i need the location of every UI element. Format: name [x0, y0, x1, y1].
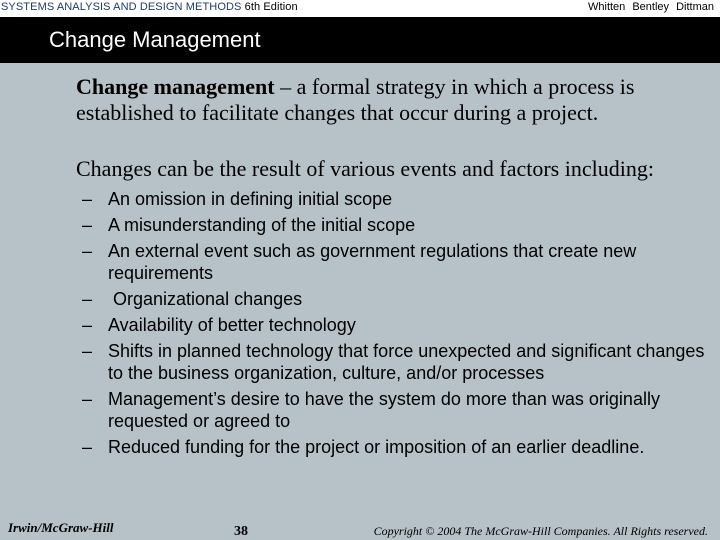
list-item: [76, 340, 706, 384]
list-item-text: A misunderstanding of the initial scope: [108, 215, 416, 235]
dash-marker: –: [82, 289, 93, 309]
edition-label: 6th Edition: [244, 1, 298, 13]
dash-marker: –: [82, 215, 93, 235]
list-item: [76, 188, 706, 210]
list-item-text: Reduced funding for the project or imposition of an earlier deadline.: [108, 437, 645, 457]
header-bar: [0, 0, 720, 17]
definition-text: – a formal strategy in which a process is established to facilitate changes that occur during a project.: [76, 74, 635, 125]
list-item-text: An external event such as government regulations that create new requirements: [108, 241, 637, 283]
list-item-text: Management’s desire to have the system do more than was originally requested or agreed to: [108, 389, 660, 431]
dash-marker: –: [82, 189, 93, 209]
dash-marker: –: [82, 389, 93, 409]
page-number: 38: [234, 524, 248, 539]
slide-content: [76, 74, 706, 462]
list-item: [76, 436, 706, 458]
list-item: [76, 214, 706, 236]
dash-marker: –: [82, 315, 93, 335]
list-item: [76, 240, 706, 284]
definition-term: Change management: [76, 74, 275, 99]
list-item: [76, 314, 706, 336]
copyright-notice: Copyright © 2004 The McGraw-Hill Companies. All Rights reserved.: [373, 524, 708, 538]
definition-paragraph: [76, 74, 706, 126]
dash-marker: –: [82, 437, 93, 457]
intro-paragraph: Changes can be the result of various events and factors including:: [76, 156, 654, 181]
dash-marker: –: [82, 241, 93, 261]
list-item: [76, 388, 706, 432]
title-bar: [0, 17, 720, 63]
dash-marker: –: [82, 341, 93, 361]
list-item: [76, 288, 706, 310]
publisher-label: Irwin/McGraw-Hill: [8, 520, 114, 535]
list-item-text: Shifts in planned technology that force unexpected and significant changes to the business organization, culture, and/or processes: [108, 341, 705, 383]
list-item-text: Organizational changes: [108, 289, 303, 309]
list-item-text: An omission in defining initial scope: [108, 189, 393, 209]
list-item-text: Availability of better technology: [108, 315, 356, 335]
bullet-list: [76, 188, 706, 458]
slide-title: Change Management: [49, 27, 261, 52]
book-title: [1, 1, 298, 13]
authors-label: Whitten Bentley Dittman: [588, 1, 714, 13]
book-title-text: SYSTEMS ANALYSIS AND DESIGN METHODS: [1, 1, 242, 13]
